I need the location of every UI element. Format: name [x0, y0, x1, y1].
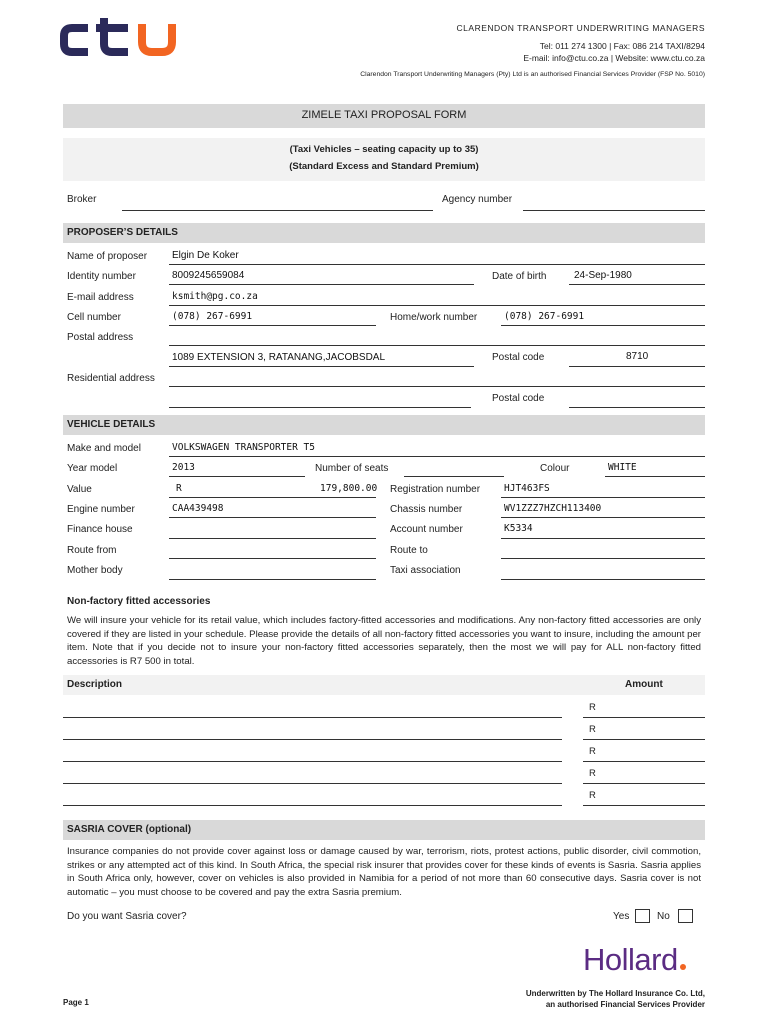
dob-field: [569, 284, 705, 285]
fsp-line: Clarendon Transport Underwriting Managers (Pty) Ltd is an authorised Financial Services Provider (FSP No. 5010): [360, 71, 705, 78]
engine-value[interactable]: CAA439498: [172, 503, 224, 514]
accessory-amount-currency: R: [589, 702, 596, 713]
ctu-logo: [60, 14, 185, 64]
res-code-field[interactable]: [569, 407, 705, 408]
taxi-assoc-field[interactable]: [501, 579, 705, 580]
id-field: [169, 284, 474, 285]
engine-field: [169, 517, 376, 518]
reg-field: [501, 497, 705, 498]
postal-code-value[interactable]: 8710: [626, 351, 649, 362]
colour-field: [605, 476, 705, 477]
cell-label: Cell number: [67, 312, 121, 323]
finance-label: Finance house: [67, 524, 133, 535]
accessory-amount-currency: R: [589, 790, 596, 801]
make-value[interactable]: VOLKSWAGEN TRANSPORTER T5: [172, 442, 315, 453]
broker-field[interactable]: [122, 210, 433, 211]
form-title-bar: [63, 104, 705, 128]
cell-value[interactable]: (078) 267-6991: [172, 311, 253, 322]
vehicle-section-title: VEHICLE DETAILS: [67, 419, 156, 430]
postal-code-field: [569, 366, 705, 367]
form-title: ZIMELE TAXI PROPOSAL FORM: [301, 109, 467, 121]
accessory-description-field[interactable]: [63, 717, 562, 718]
hollard-logo: [583, 942, 686, 978]
web-line: E-mail: info@ctu.co.za | Website: www.ctu.co.za: [523, 53, 705, 63]
company-name: CLARENDON TRANSPORT UNDERWRITING MANAGERS: [456, 23, 705, 33]
dob-value[interactable]: 24-Sep-1980: [574, 270, 632, 281]
postal-code-label: Postal code: [492, 352, 545, 363]
residential-field-1[interactable]: [169, 386, 705, 387]
accessory-amount-field[interactable]: [583, 717, 705, 718]
agency-label: Agency number: [442, 194, 513, 205]
agency-field[interactable]: [523, 210, 705, 211]
vehicle-section-bar: [63, 415, 705, 435]
email-label: E-mail address: [67, 292, 134, 303]
sasria-section-bar: [63, 820, 705, 840]
proposer-section-title: PROPOSER’S DETAILS: [67, 227, 178, 238]
year-value[interactable]: 2013: [172, 462, 195, 473]
account-label: Account number: [390, 524, 463, 535]
mother-label: Mother body: [67, 565, 123, 576]
subtitle-box: [63, 138, 705, 181]
home-field: [501, 325, 705, 326]
accessory-amount-currency: R: [589, 746, 596, 757]
route-from-field[interactable]: [169, 558, 376, 559]
no-label: No: [657, 911, 670, 922]
accessories-table-header: [63, 675, 705, 695]
account-field: [501, 538, 705, 539]
home-label: Home/work number: [390, 312, 478, 323]
name-label: Name of proposer: [67, 251, 148, 262]
accessory-description-field[interactable]: [63, 739, 562, 740]
sasria-section-title: SASRIA COVER (optional): [67, 824, 192, 835]
chassis-field: [501, 517, 705, 518]
cell-field: [169, 325, 376, 326]
yes-checkbox[interactable]: [635, 909, 650, 923]
page-number: Page 1: [63, 998, 89, 1007]
no-checkbox[interactable]: [678, 909, 693, 923]
finance-field[interactable]: [169, 538, 376, 539]
reg-value[interactable]: HJT463FS: [504, 483, 550, 494]
description-header: Description: [67, 679, 123, 690]
value-label: Value: [67, 484, 92, 495]
email-field: [169, 305, 705, 306]
accessory-description-field[interactable]: [63, 761, 562, 762]
value-prefix: R: [176, 483, 182, 494]
subtitle-2: (Standard Excess and Standard Premium): [289, 161, 479, 172]
amount-header: Amount: [625, 679, 663, 690]
dob-label: Date of birth: [492, 271, 547, 282]
postal-value[interactable]: 1089 EXTENSION 3, RATANANG,JACOBSDAL: [172, 352, 386, 363]
proposer-section-bar: [63, 223, 705, 243]
accessories-heading: Non-factory fitted accessories: [67, 596, 211, 607]
colour-value[interactable]: WHITE: [608, 462, 637, 473]
postal-label: Postal address: [67, 332, 134, 343]
year-field: [169, 476, 305, 477]
residential-label: Residential address: [67, 373, 155, 384]
accessory-amount-field[interactable]: [583, 805, 705, 806]
hollard-dot-icon: [680, 964, 686, 970]
id-value[interactable]: 8009245659084: [172, 270, 245, 281]
engine-label: Engine number: [67, 504, 135, 515]
accessory-description-field[interactable]: [63, 783, 562, 784]
value-field: [169, 497, 376, 498]
colour-label: Colour: [540, 463, 570, 474]
home-value[interactable]: (078) 267-6991: [504, 311, 585, 322]
name-value[interactable]: Elgin De Koker: [172, 250, 239, 261]
email-value[interactable]: ksmith@pg.co.za: [172, 291, 258, 302]
broker-label: Broker: [67, 194, 97, 205]
chassis-value[interactable]: WV1ZZZ7HZCH113400: [504, 503, 602, 514]
chassis-label: Chassis number: [390, 504, 463, 515]
hollard-wordmark: Hollard: [583, 942, 678, 977]
accessory-amount-field[interactable]: [583, 739, 705, 740]
make-field: [169, 456, 705, 457]
mother-field[interactable]: [169, 579, 376, 580]
account-value[interactable]: K5334: [504, 523, 533, 534]
make-label: Make and model: [67, 443, 141, 454]
accessory-amount-currency: R: [589, 768, 596, 779]
residential-field-2[interactable]: [169, 407, 471, 408]
postal-field-2: [169, 366, 474, 367]
accessories-text: We will insure your vehicle for its retail value, which includes factory-fitted accessories and modifications. Any non-factory fitted accessories are only covered if they are listed in your schedule. Please provide the details of all non-factory fitted accessories you want to insure, including the amount per item. Note that if you decide not to insure your non-factory fitted accessories separately, then the most we will pay for ALL non-factory fitted accessories is R7 500 in total.: [67, 615, 701, 667]
taxi-assoc-label: Taxi association: [390, 565, 461, 576]
accessory-amount-field[interactable]: [583, 761, 705, 762]
sasria-question: Do you want Sasria cover?: [67, 911, 187, 922]
underwritten-line-2: an authorised Financial Services Provider: [545, 1000, 705, 1009]
name-field: [169, 264, 705, 265]
yes-label: Yes: [613, 911, 630, 922]
seats-field[interactable]: [404, 476, 504, 477]
route-to-field[interactable]: [501, 558, 705, 559]
underwritten-line-1: Underwritten by The Hollard Insurance Co. Ltd,: [525, 989, 705, 998]
accessory-description-field[interactable]: [63, 805, 562, 806]
route-from-label: Route from: [67, 545, 117, 556]
res-code-label: Postal code: [492, 393, 545, 404]
accessory-amount-field[interactable]: [583, 783, 705, 784]
reg-label: Registration number: [390, 484, 481, 495]
seats-label: Number of seats: [315, 463, 389, 474]
value-value[interactable]: 179,800.00: [320, 483, 378, 494]
accessory-amount-currency: R: [589, 724, 596, 735]
id-label: Identity number: [67, 271, 136, 282]
route-to-label: Route to: [390, 545, 428, 556]
year-label: Year model: [67, 463, 118, 474]
sasria-text: Insurance companies do not provide cover against loss or damage caused by war, terrorism, riots, protest actions, public disorder, civil commotion, strikes or any attempted act of this kind. In South Africa, the special risk insurer that provides cover for these kinds of events is Sasria. Sasria applies in South Africa only, however, cover on vehicles is also provided in Namibia for a period of not more than 60 consecutive days. Sasria cover is not automatic – you must choose to be covered and pay the extra Sasria premium.: [67, 846, 701, 898]
subtitle-1: (Taxi Vehicles – seating capacity up to 35): [289, 144, 479, 155]
postal-field-1: [169, 345, 705, 346]
contact-line: Tel: 011 274 1300 | Fax: 086 214 TAXI/8294: [539, 41, 705, 51]
